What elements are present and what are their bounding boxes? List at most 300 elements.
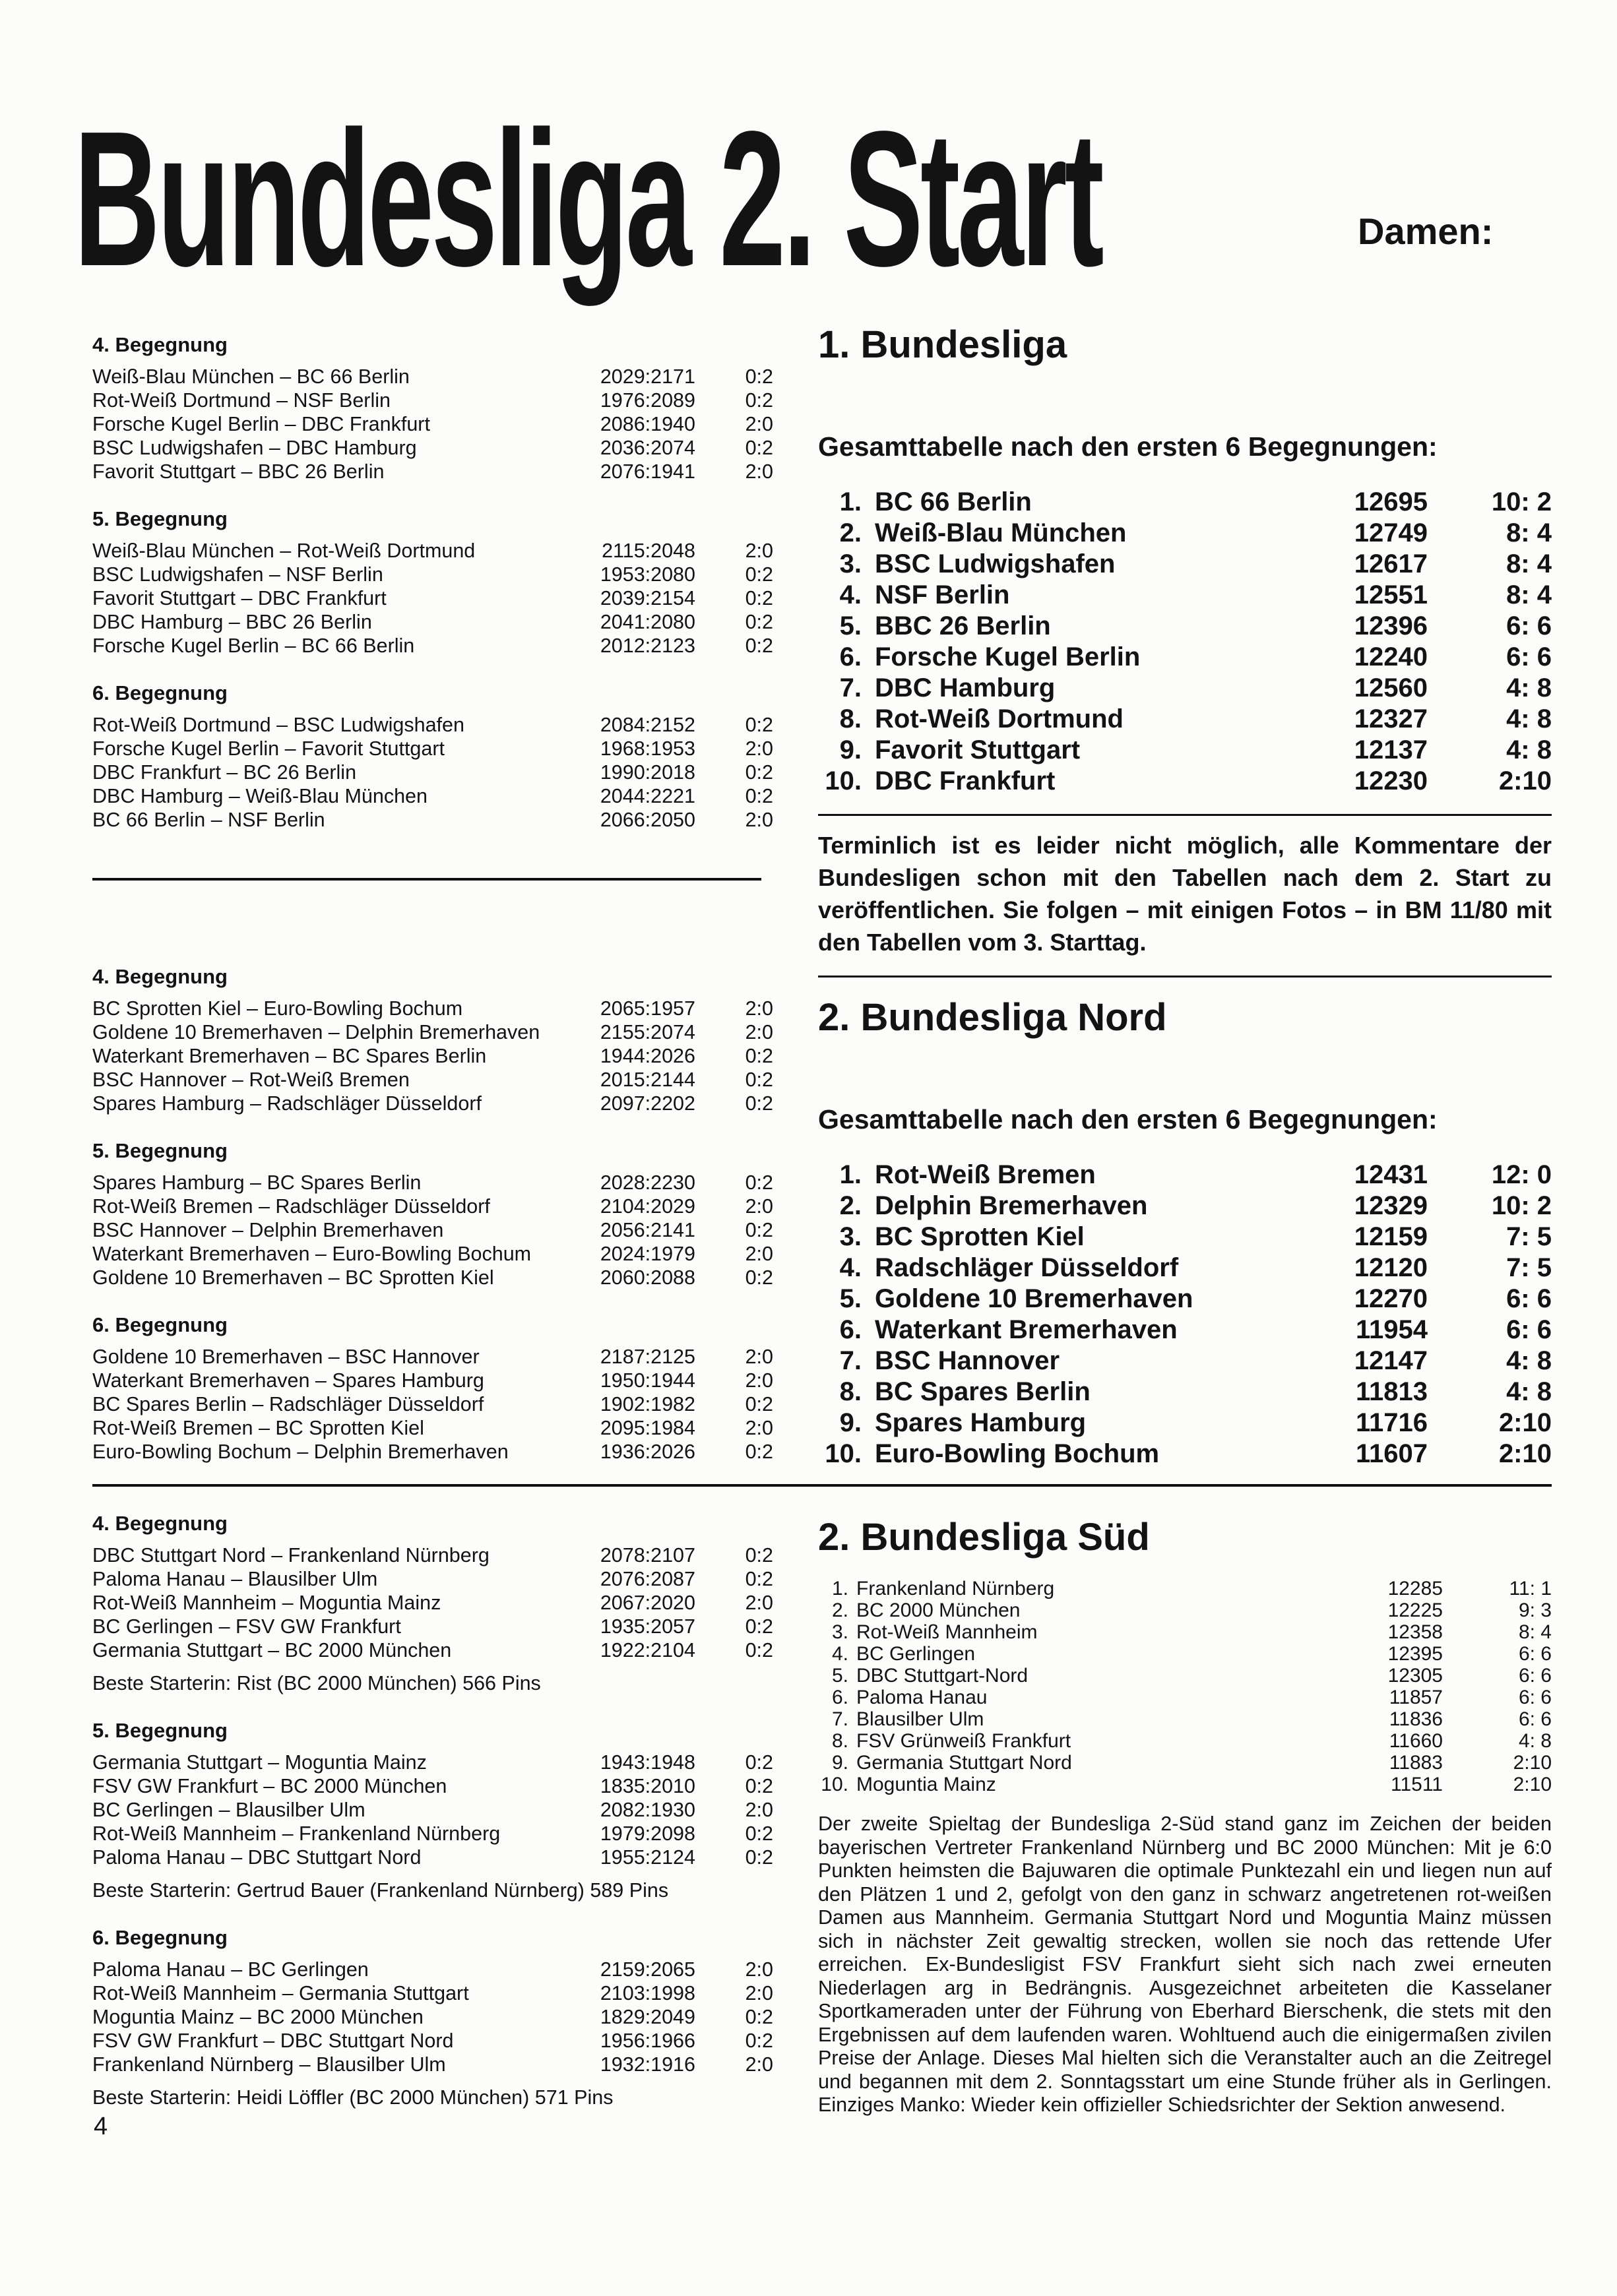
match-row (92, 1958, 773, 1981)
match-pairing: Rot-Weiß Bremen – BC Sprotten Kiel (92, 1417, 424, 1439)
standings-pins: 12617 (1354, 549, 1428, 578)
match-points-result: 2:0 (745, 1243, 773, 1265)
standings-rank: 2. (839, 1191, 862, 1220)
standings-pins: 12551 (1354, 580, 1428, 609)
standings-team: Delphin Bremerhaven (875, 1191, 1148, 1220)
standings-pins: 11954 (1355, 1315, 1428, 1344)
match-block (92, 965, 773, 1115)
match-pairing: Paloma Hanau – BC Gerlingen (92, 1958, 369, 1981)
standings-rank: 2. (831, 1599, 848, 1621)
league-heading-bundesliga-1: 1. Bundesliga (818, 323, 1067, 366)
standings-rank: 3. (839, 1222, 862, 1251)
match-pins-score: 2076:1941 (600, 460, 695, 483)
match-row (92, 1369, 773, 1392)
match-pairing: DBC Stuttgart Nord – Frankenland Nürnberg (92, 1544, 490, 1567)
standings-pins: 12395 (1387, 1643, 1443, 1665)
match-day-heading: 4. Begegnung (92, 1512, 228, 1535)
match-pins-score: 1829:2049 (600, 2006, 695, 2028)
standings-points: 6: 6 (1506, 642, 1552, 671)
standings-pins: 12749 (1354, 518, 1428, 547)
standings-points: 4: 8 (1506, 1346, 1552, 1375)
standings-rank: 7. (839, 1346, 862, 1375)
standings-rank: 7. (831, 1708, 848, 1730)
standings-points: 11: 1 (1509, 1578, 1552, 1599)
standings-points: 6: 6 (1506, 611, 1552, 640)
standings-rank: 3. (831, 1621, 848, 1643)
standings-row (818, 1621, 1552, 1643)
match-row (92, 1392, 773, 1416)
match-pairing: Favorit Stuttgart – DBC Frankfurt (92, 587, 387, 609)
match-pins-score: 2086:1940 (600, 413, 695, 435)
standings-team: Euro-Bowling Bochum (875, 1439, 1160, 1468)
standings-team: BSC Hannover (875, 1346, 1060, 1375)
standings-row (818, 549, 1552, 580)
match-points-result: 0:2 (745, 587, 773, 609)
match-pairing: Euro-Bowling Bochum – Delphin Bremerhaven (92, 1441, 509, 1463)
match-row (92, 808, 773, 832)
match-pins-score: 1956:1966 (600, 2030, 695, 2052)
match-pairing: DBC Hamburg – BBC 26 Berlin (92, 611, 372, 633)
standings-team: DBC Frankfurt (875, 766, 1056, 795)
page-title: Bundesliga 2. Start (74, 91, 1102, 306)
match-pairing: Waterkant Bremerhaven – Euro-Bowling Bochum (92, 1243, 532, 1265)
standings-team: Forsche Kugel Berlin (875, 642, 1141, 671)
match-pairing: FSV GW Frankfurt – DBC Stuttgart Nord (92, 2030, 454, 2052)
match-row (92, 1567, 773, 1591)
standings-pins: 11883 (1389, 1752, 1443, 1774)
standings-pins: 11813 (1355, 1377, 1428, 1406)
standings-rank: 9. (831, 1752, 848, 1774)
standings-team: Frankenland Nürnberg (856, 1578, 1055, 1599)
standings-team: Weiß-Blau München (875, 518, 1127, 547)
match-group-bundesliga-2-nord (92, 965, 773, 1464)
match-points-result: 2:0 (745, 460, 773, 483)
match-points-result: 2:0 (745, 1021, 773, 1043)
standings-pins: 11836 (1389, 1708, 1443, 1730)
match-points-result: 0:2 (745, 2030, 773, 2052)
match-pairing: Rot-Weiß Dortmund – BSC Ludwigshafen (92, 714, 464, 736)
standings-row (818, 1665, 1552, 1687)
standings-points: 6: 6 (1506, 1284, 1552, 1313)
standings-pins: 12225 (1387, 1599, 1443, 1621)
sued-report-paragraph: Der zweite Spieltag der Bundesliga 2-Süd stand ganz im Zeichen der beiden bayerischen Vertreter Frankenland Nürnberg und BC 2000 München: Mit je 6:0 Punkten heimsten die Bajuwaren die optimale Punktezahl ein und liegen nun auf den Plätzen 1 und 2, gefolgt von den ganz in schwarz angetretenen rot-weißen Damen aus Mannheim. Germania Stuttgart Nord und Moguntia Mainz müssen sich in nächster Zeit gewaltig strecken, wollen sie noch das rettende Ufer erreichen. Ex-Bundesligist FSV Frankfurt sieht sich nach zwei erneuten Niederlagen arg in Bedrängnis. Ausgezeichnet arbeiteten die Kasselaner Sportkameraden unter der Führung von Eberhard Bierschenk, die stets mit den Ergebnissen auf dem laufenden waren. Wohltuend auch die einigermaßen zivilen Preise der Anlage. Dieses Mal hielten sich die Veranstalter auch an die Zeitregel und begannen mit dem 2. Sonntagsstart um eine Stunde früher als in Gerlingen. Einziges Manko: Wieder kein offizieller Schiedsrichter der Sektion anwesend. (818, 1813, 1552, 2116)
match-pairing: Paloma Hanau – Blausilber Ulm (92, 1568, 378, 1590)
match-row (92, 1543, 773, 1567)
standings-row (818, 1439, 1552, 1470)
standings-row (818, 1346, 1552, 1377)
match-points-result: 0:2 (745, 1775, 773, 1797)
league-heading-bundesliga-2-sued: 2. Bundesliga Süd (818, 1516, 1150, 1559)
match-pins-score: 1902:1982 (600, 1393, 695, 1415)
match-row (92, 1822, 773, 1846)
match-row (92, 539, 773, 563)
standings-row (818, 704, 1552, 735)
standings-team: BSC Ludwigshafen (875, 549, 1116, 578)
standings-points: 4: 8 (1518, 1730, 1552, 1752)
standings-rank: 10. (825, 1439, 862, 1468)
standings-team: Radschläger Düsseldorf (875, 1253, 1179, 1282)
standings-points: 4: 8 (1506, 735, 1552, 764)
standings-row (818, 611, 1552, 642)
match-pins-score: 2015:2144 (600, 1069, 695, 1091)
standings-team: FSV Grünweiß Frankfurt (856, 1730, 1071, 1752)
match-points-result: 0:2 (745, 714, 773, 736)
standings-row (818, 642, 1552, 673)
match-points-result: 2:0 (745, 809, 773, 831)
standings-rank: 2. (839, 518, 862, 547)
match-pins-score: 2097:2202 (600, 1092, 695, 1115)
match-row (92, 1242, 773, 1266)
match-points-result: 2:0 (745, 1195, 773, 1218)
standings-points: 10: 2 (1491, 1191, 1552, 1220)
match-row (92, 1266, 773, 1289)
standings-row (818, 766, 1552, 797)
match-block (92, 507, 773, 658)
standings-row (818, 1222, 1552, 1253)
standings-intro: Gesamttabelle nach den ersten 6 Begegnungen: (818, 431, 1438, 462)
match-row (92, 1751, 773, 1774)
standings-team: Germania Stuttgart Nord (856, 1752, 1072, 1774)
section-divider-full (92, 1484, 1552, 1487)
standings-row (818, 1284, 1552, 1315)
match-row (92, 2053, 773, 2076)
match-points-result: 0:2 (745, 635, 773, 657)
match-row (92, 1591, 773, 1615)
match-points-result: 0:2 (745, 1045, 773, 1067)
match-pins-score: 1944:2026 (600, 1045, 695, 1067)
standings-intro-nord: Gesamttabelle nach den ersten 6 Begegnungen: (818, 1104, 1438, 1134)
match-pairing: BC 66 Berlin – NSF Berlin (92, 809, 325, 831)
match-pins-score: 2187:2125 (600, 1346, 695, 1368)
match-pairing: Frankenland Nürnberg – Blausilber Ulm (92, 2053, 446, 2076)
match-pins-score: 2060:2088 (600, 1266, 695, 1289)
standings-pins: 12230 (1354, 766, 1428, 795)
match-points-result: 0:2 (745, 1393, 773, 1415)
standings-row (818, 580, 1552, 611)
standings-row (818, 1752, 1552, 1774)
match-points-result: 2:0 (745, 1369, 773, 1392)
standings-row (818, 1643, 1552, 1665)
standings-team: BC Gerlingen (856, 1643, 976, 1665)
match-pins-score: 2082:1930 (600, 1799, 695, 1821)
match-block (92, 681, 773, 832)
match-points-result: 0:2 (745, 785, 773, 807)
match-row (92, 2005, 773, 2029)
match-row (92, 365, 773, 388)
standings-pins: 12159 (1354, 1222, 1428, 1251)
match-block (92, 1719, 773, 1902)
match-points-result: 2:0 (745, 2053, 773, 2076)
match-points-result: 0:2 (745, 563, 773, 586)
match-pairing: Waterkant Bremerhaven – Spares Hamburg (92, 1369, 484, 1392)
standings-team: DBC Hamburg (875, 673, 1056, 702)
standings-row (818, 1708, 1552, 1730)
standings-pins: 12147 (1354, 1346, 1428, 1375)
standings-points: 12: 0 (1491, 1160, 1552, 1189)
standings-points: 4: 8 (1506, 673, 1552, 702)
standings-table-bundesliga-2-sued (818, 1578, 1552, 1795)
standings-points: 10: 2 (1491, 487, 1552, 516)
standings-pins: 11857 (1389, 1687, 1443, 1708)
standings-points: 2:10 (1513, 1774, 1552, 1795)
standings-rank: 10. (825, 766, 862, 795)
match-pairing: Favorit Stuttgart – BBC 26 Berlin (92, 460, 385, 483)
match-row (92, 460, 773, 483)
match-row (92, 1020, 773, 1044)
standings-pins: 12285 (1387, 1578, 1443, 1599)
match-row (92, 997, 773, 1020)
match-row (92, 634, 773, 658)
match-pairing: Germania Stuttgart – Moguntia Mainz (92, 1751, 427, 1774)
match-points-result: 0:2 (745, 611, 773, 633)
standings-rank: 10. (821, 1774, 848, 1795)
match-points-result: 0:2 (745, 1615, 773, 1638)
match-pins-score: 1953:2080 (600, 563, 695, 586)
note-divider-bottom (818, 976, 1552, 977)
match-day-heading: 6. Begegnung (92, 681, 228, 704)
standings-team: Moguntia Mainz (856, 1774, 996, 1795)
standings-team: BC 66 Berlin (875, 487, 1032, 516)
standings-points: 6: 6 (1518, 1643, 1552, 1665)
match-points-result: 0:2 (745, 365, 773, 388)
match-pins-score: 2044:2221 (600, 785, 695, 807)
standings-rank: 5. (839, 611, 862, 640)
match-pins-score: 2084:2152 (600, 714, 695, 736)
standings-pins: 11660 (1389, 1730, 1443, 1752)
match-results-left-column (92, 333, 773, 1487)
standings-team: BC Sprotten Kiel (875, 1222, 1085, 1251)
match-pins-score: 2065:1957 (600, 997, 695, 1020)
match-pairing: DBC Frankfurt – BC 26 Berlin (92, 761, 357, 784)
best-starter-line: Beste Starterin: Heidi Löffler (BC 2000 München) 571 Pins (92, 2086, 614, 2109)
match-pins-score: 1932:1916 (600, 2053, 695, 2076)
match-pins-score: 1955:2124 (600, 1846, 695, 1869)
match-pins-score: 2067:2020 (600, 1592, 695, 1614)
match-points-result: 0:2 (745, 1092, 773, 1115)
match-points-result: 0:2 (745, 1219, 773, 1241)
standings-pins: 11716 (1355, 1408, 1428, 1437)
match-pins-score: 2095:1984 (600, 1417, 695, 1439)
match-pairing: Rot-Weiß Mannheim – Germania Stuttgart (92, 1982, 469, 2004)
match-row (92, 1981, 773, 2005)
match-row (92, 1345, 773, 1369)
league-heading-bundesliga-2-nord: 2. Bundesliga Nord (818, 996, 1167, 1039)
match-points-result: 0:2 (745, 1171, 773, 1194)
editorial-note: Terminlich ist es leider nicht möglich, alle Kommentare der Bundesligen schon mit den Tabellen nach dem 2. Start zu veröffentlichen. Sie folgen – mit einigen Fotos – in BM 11/80 mit den Tabellen vom 3. Starttag. (818, 832, 1552, 956)
standings-team: Rot-Weiß Bremen (875, 1160, 1096, 1189)
match-row (92, 1615, 773, 1638)
match-pins-score: 1936:2026 (600, 1441, 695, 1463)
match-block (92, 1926, 773, 2109)
match-points-result: 0:2 (745, 761, 773, 784)
standings-points: 8: 4 (1518, 1621, 1552, 1643)
match-pins-score: 1968:1953 (600, 737, 695, 760)
standings-team: Rot-Weiß Dortmund (875, 704, 1124, 733)
match-pairing: BC Sprotten Kiel – Euro-Bowling Bochum (92, 997, 463, 1020)
standings-rank: 8. (839, 704, 862, 733)
match-pins-score: 1950:1944 (600, 1369, 695, 1392)
match-pins-score: 2012:2123 (600, 635, 695, 657)
match-pins-score: 2029:2171 (600, 365, 695, 388)
match-points-result: 0:2 (745, 389, 773, 412)
standings-team: Waterkant Bremerhaven (875, 1315, 1178, 1344)
match-pairing: BC Gerlingen – Blausilber Ulm (92, 1799, 365, 1821)
match-pairing: Goldene 10 Bremerhaven – Delphin Bremerhaven (92, 1021, 540, 1043)
match-pairing: Forsche Kugel Berlin – BC 66 Berlin (92, 635, 415, 657)
best-starter-line: Beste Starterin: Rist (BC 2000 München) 566 Pins (92, 1672, 541, 1694)
standings-row (818, 487, 1552, 518)
match-row (92, 610, 773, 634)
standings-points: 7: 5 (1506, 1222, 1552, 1251)
match-pairing: Spares Hamburg – BC Spares Berlin (92, 1171, 422, 1194)
standings-row (818, 1377, 1552, 1408)
standings-points: 9: 3 (1518, 1599, 1552, 1621)
match-points-result: 0:2 (745, 1751, 773, 1774)
standings-rank: 7. (839, 673, 862, 702)
match-day-heading: 4. Begegnung (92, 333, 228, 356)
match-points-result: 0:2 (745, 1544, 773, 1567)
match-day-heading: 5. Begegnung (92, 1139, 228, 1162)
match-pairing: Weiß-Blau München – Rot-Weiß Dortmund (92, 540, 476, 562)
standings-rank: 9. (839, 735, 862, 764)
standings-right-column (818, 325, 1552, 1470)
match-pins-score: 2041:2080 (600, 611, 695, 633)
match-pairing: BSC Hannover – Delphin Bremerhaven (92, 1219, 444, 1241)
best-starter-line: Beste Starterin: Gertrud Bauer (Frankenland Nürnberg) 589 Pins (92, 1879, 669, 1902)
standings-team: Rot-Weiß Mannheim (856, 1621, 1038, 1643)
match-pins-score: 1922:2104 (600, 1639, 695, 1661)
standings-rank: 4. (839, 1253, 862, 1282)
match-points-result: 0:2 (745, 1266, 773, 1289)
match-pairing: BSC Ludwigshafen – NSF Berlin (92, 563, 383, 586)
match-row (92, 1218, 773, 1242)
match-pairing: Goldene 10 Bremerhaven – BSC Hannover (92, 1346, 480, 1368)
standings-rank: 3. (839, 549, 862, 578)
match-pairing: Forsche Kugel Berlin – DBC Frankfurt (92, 413, 430, 435)
standings-row (818, 1315, 1552, 1346)
standings-rank: 8. (839, 1377, 862, 1406)
standings-pins: 12431 (1354, 1160, 1428, 1189)
match-pins-score: 2056:2141 (600, 1219, 695, 1241)
match-row (92, 1440, 773, 1464)
match-group-bundesliga-2-sued (92, 1512, 773, 2109)
standings-points: 8: 4 (1506, 549, 1552, 578)
standings-team: Blausilber Ulm (856, 1708, 984, 1730)
standings-points: 6: 6 (1518, 1665, 1552, 1687)
standings-points: 4: 8 (1506, 1377, 1552, 1406)
standings-row (818, 1687, 1552, 1708)
standings-rank: 1. (839, 1160, 862, 1189)
match-row (92, 1774, 773, 1798)
standings-pins: 12560 (1354, 673, 1428, 702)
standings-points: 4: 8 (1506, 704, 1552, 733)
standings-rank: 6. (839, 1315, 862, 1344)
standings-rank: 1. (831, 1578, 848, 1599)
match-row (92, 737, 773, 760)
match-pins-score: 2036:2074 (600, 437, 695, 459)
match-pins-score: 2076:2087 (600, 1568, 695, 1590)
match-points-result: 0:2 (745, 1822, 773, 1845)
standings-team: BBC 26 Berlin (875, 611, 1051, 640)
match-row (92, 1044, 773, 1068)
match-block (92, 1313, 773, 1464)
standings-row (818, 735, 1552, 766)
standings-points: 2:10 (1498, 1439, 1552, 1468)
standings-row (818, 518, 1552, 549)
match-pairing: BSC Ludwigshafen – DBC Hamburg (92, 437, 417, 459)
match-row (92, 713, 773, 737)
match-pins-score: 1979:2098 (600, 1822, 695, 1845)
match-row (92, 1171, 773, 1195)
match-row (92, 436, 773, 460)
match-points-result: 0:2 (745, 1069, 773, 1091)
match-row (92, 1092, 773, 1115)
match-pins-score: 2115:2048 (602, 540, 695, 562)
match-pairing: Rot-Weiß Mannheim – Moguntia Mainz (92, 1592, 441, 1614)
match-points-result: 2:0 (745, 1799, 773, 1821)
match-pins-score: 2103:1998 (600, 1982, 695, 2004)
match-points-result: 0:2 (745, 437, 773, 459)
match-row (92, 1416, 773, 1440)
match-block (92, 1512, 773, 1695)
match-row (92, 1195, 773, 1218)
match-points-result: 0:2 (745, 1568, 773, 1590)
match-pairing: Spares Hamburg – Radschläger Düsseldorf (92, 1092, 482, 1115)
standings-points: 6: 6 (1506, 1315, 1552, 1344)
standings-row (818, 1160, 1552, 1191)
match-pins-score: 2159:2065 (600, 1958, 695, 1981)
standings-pins: 12396 (1354, 611, 1428, 640)
match-day-heading: 6. Begegnung (92, 1926, 228, 1949)
standings-team: Favorit Stuttgart (875, 735, 1081, 764)
standings-row (818, 673, 1552, 704)
match-pairing: DBC Hamburg – Weiß-Blau München (92, 785, 428, 807)
match-pins-score: 1835:2010 (600, 1775, 695, 1797)
match-pins-score: 2104:2029 (600, 1195, 695, 1218)
match-pairing: Weiß-Blau München – BC 66 Berlin (92, 365, 410, 388)
match-points-result: 0:2 (745, 1846, 773, 1869)
standings-pins: 12695 (1354, 487, 1428, 516)
match-pairing: BC Gerlingen – FSV GW Frankfurt (92, 1615, 401, 1638)
match-row (92, 1798, 773, 1822)
match-points-result: 2:0 (745, 737, 773, 760)
standings-row (818, 1408, 1552, 1439)
section-divider (92, 878, 761, 881)
match-pairing: Rot-Weiß Mannheim – Frankenland Nürnberg (92, 1822, 501, 1845)
standings-row (818, 1578, 1552, 1599)
standings-row (818, 1253, 1552, 1284)
match-points-result: 2:0 (745, 1592, 773, 1614)
match-pairing: Forsche Kugel Berlin – Favorit Stuttgart (92, 737, 445, 760)
standings-pins: 12137 (1354, 735, 1428, 764)
match-pairing: Rot-Weiß Dortmund – NSF Berlin (92, 389, 391, 412)
match-points-result: 2:0 (745, 1982, 773, 2004)
match-pairing: Goldene 10 Bremerhaven – BC Sprotten Kiel (92, 1266, 494, 1289)
standings-pins: 12358 (1387, 1621, 1443, 1643)
standings-pins: 11607 (1355, 1439, 1428, 1468)
standings-rank: 6. (839, 642, 862, 671)
match-pairing: Rot-Weiß Bremen – Radschläger Düsseldorf (92, 1195, 490, 1218)
match-day-heading: 4. Begegnung (92, 965, 228, 988)
match-row (92, 1638, 773, 1662)
match-pairing: BSC Hannover – Rot-Weiß Bremen (92, 1069, 410, 1091)
standings-rank: 5. (839, 1284, 862, 1313)
section-tagline: Damen: (1358, 210, 1494, 252)
match-group-bundesliga-1 (92, 333, 773, 832)
standings-points: 6: 6 (1518, 1708, 1552, 1730)
match-points-result: 2:0 (745, 413, 773, 435)
match-row (92, 388, 773, 412)
